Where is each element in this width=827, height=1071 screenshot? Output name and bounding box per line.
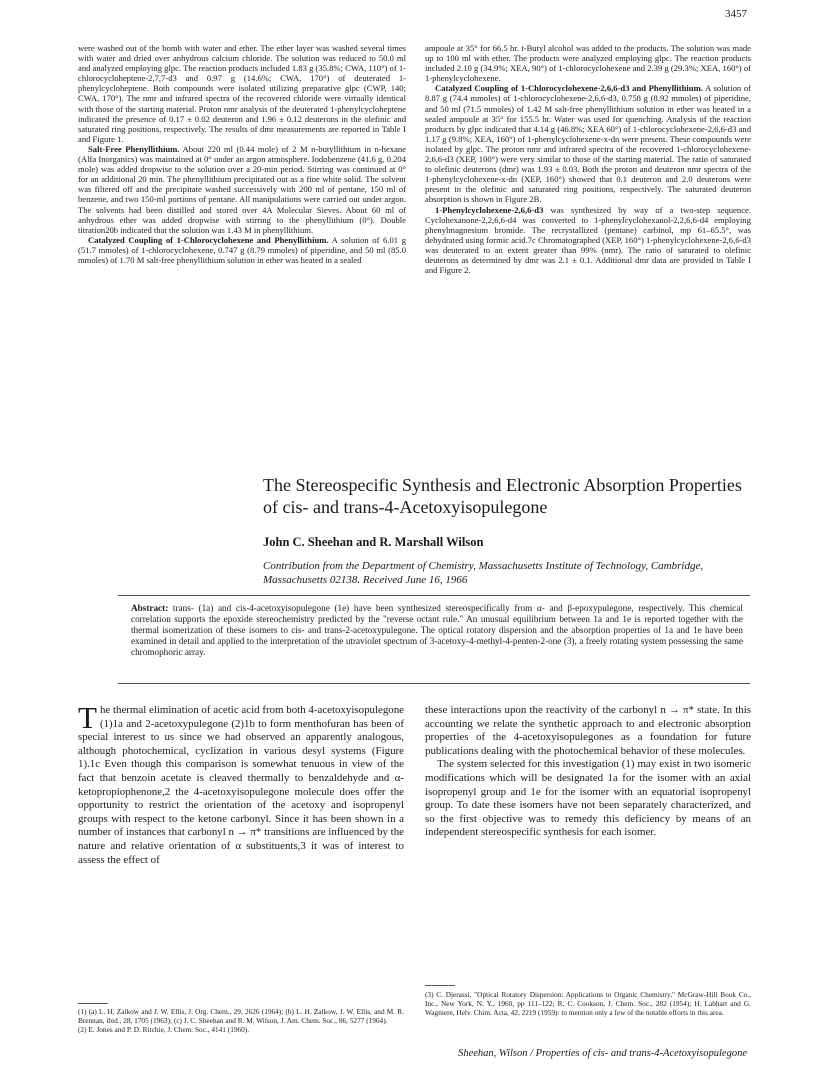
experimental-paragraph xyxy=(425,83,751,204)
footnote: (3) C. Djerassi, "Optical Rotatory Dispersion: Applications to Organic Chemistry," McGraw-Hill Book Co., Inc., New York, N. Y., 1960, pp 111–122; R. C. Cookson, J. Chem. Soc., 282 (1954); H. Labhart and G. Wagniere, Helv. Chim. Acta, 42, 2219 (1959): to mention only a few of the notable efforts in this area. xyxy=(425,990,751,1017)
article-title: The Stereospecific Synthesis and Electronic Absorption Properties of cis- and trans-4-Acetoxyisopulegone xyxy=(263,475,742,517)
paragraph-text: was synthesized by way of a two-step sequence. Cyclohexanone-2,2,6,6-d4 was converted to 1-phenylcyclohexanol-2,2,6,6-d4 employing phenylmagnesium bromide. The recrystallized (pentane) carbinol, mp 61–65.5°, was dehydrated using formic acid.7c Chromatographed (XEP, 160°) 1-phenylcyclohexene-2,6,6-d3 was deuterated to an extent greater than 99% (nmr). The ratio of saturated to olefinic deuterons as determined by dmr was 2.1 ± 0.1. Additional dmr data are provided in Table I and Figure 2. xyxy=(425,204,751,276)
section-heading: Catalyzed Coupling of 1-Chlorocyclohexene-2,6,6-d3 and Phenyllithium. xyxy=(435,83,703,94)
footnote-divider xyxy=(425,985,455,986)
experimental-paragraph xyxy=(78,144,406,235)
top-left-column xyxy=(78,43,406,265)
section-heading: 1-Phenylcyclohexene-2,6,6-d3 xyxy=(435,204,544,215)
abstract-top-rule xyxy=(118,595,750,596)
body-paragraph: these interactions upon the reactivity of the carbonyl n → π* state. In this accounting we relate the synthetic approach to and electronic absorption properties of the 4-acetoxyisopulegones as a foundation for future publications dealing with the photochemical behavior of these molecules. xyxy=(425,704,751,757)
experimental-paragraph xyxy=(425,205,751,276)
top-right-column xyxy=(425,43,751,275)
paragraph-text: A solution of 8.87 g (74.4 mmoles) of 1-chlorocyclohexene-2,6,6-d3, 0.758 g (8.92 mmoles) of piperidine, and 50 ml (71.5 mmoles) of 1.42 M salt-free phenyllithium solution in ether was heated in a sealed ampoule at 35° for 155.5 hr. Water was used for quenching. Analysis of the reaction products by glpc indicated that 4.14 g (46.8%; XEA 60°) of 1-chlorocyclohexene-2,6,6-d3 and 1.17 g (9.8%; XEA, 160°) of 1-phenylcyclohexene-x-dn were present. These compounds were isolated by glpc. The proton nmr and infrared spectra of the recovered 1-chlorocyclohexene-2,6,6-d3 (XEP, 100°) were very similar to those of the starting material. The ratio of saturated to olefinic deuterons (dmr) was 1.93 ± 0.03. Both the proton and deuteron nmr spectra of the 1-phenylcyclohexene-x-dn (XEP, 160°) showed that 0.1 deuteron and 2.0 deuterons were present in the olefinic and saturated ring positions, respectively. The saturated deuteron absorption is shown in Figure 2B. xyxy=(425,83,751,205)
footnote-divider xyxy=(78,1003,108,1004)
paragraph-text: he thermal elimination of acetic acid from both 4-acetoxyisopulegone (1)1a and 2-acetoxypulegone (2)1b to form menthofuran has been of special interest to us since we had observed an apparently analogous, although photochemical, cyclization in various desyl systems (Figure 1).1c Even though this comparison is somewhat tenuous in view of the fact that benzoin acetate is cleaved thermally to benzaldehyde and α-ketopropiophenone,2 the 4-acetoxyisopulegone molecule does offer the opportunity to restrict the orientation of the acetoxy and isopropenyl groups with respect to the ketone carbonyl. Since it has been shown in a number of instances that carbonyl n → π* transitions are influenced by the nature and relative orientation of α substituents,3 it was of interest to assess the effect of xyxy=(78,704,404,866)
page-number: 3457 xyxy=(725,8,747,20)
experimental-paragraph xyxy=(78,235,406,265)
drop-cap: T xyxy=(78,700,97,735)
body-left-column xyxy=(78,700,404,867)
author-affiliation: Contribution from the Department of Chemistry, Massachusetts Institute of Technology, Cambridge, Massachusetts 02138. Received June 16, 1966 xyxy=(263,560,704,586)
abstract-text: trans- (1a) and cis-4-acetoxyisopulegone (1e) have been synthesized stereospecifically from α- and β-epoxypulegone, respectively. This chemical correlation supports the epoxide stereochemistry predicted by the "reverse octant rule." An unusual equilibrium between 1a and 1e is reported together with the thermal isomerization of these isomers to cis- and trans-2-acetoxypulegone. The optical rotatory dispersion and the absorption properties of 1a and 1e have been examined in detail and applied to the interpretation of the utraviolet spectrum of 3-acetoxy-4-methyl-4-penten-2-one (3), a freely rotating system possessing the same chromophoric array. xyxy=(131,603,743,657)
abstract xyxy=(131,603,743,658)
paragraph-text: A solution of 6.01 g (51.7 mmoles) of 1-chlorocyclohexene, 0.747 g (8.79 mmoles) of piperidine, and 50 ml (85.0 mmoles) of 1.70 M salt-free phenyllithium solution in ether was heated in a sealed xyxy=(78,234,406,265)
body-right-column xyxy=(425,704,751,840)
abstract-label: Abstract: xyxy=(131,603,169,613)
abstract-bottom-rule xyxy=(118,683,750,684)
footnotes-left xyxy=(78,1007,404,1034)
experimental-paragraph: ampoule at 35° for 66.5 hr. t-Butyl alcohol was added to the products. The solution was made up to 100 ml with ether. The products were analyzed employing glpc. The reaction products included 2.10 g (34.9%; XEA, 90°) of 1-chlorocyclohexene and 2.39 g (29.3%; XEA, 160°) of 1-phenylcyclohexene. xyxy=(425,43,751,84)
section-heading: Salt-Free Phenyllithium. xyxy=(88,143,180,154)
article-title-block xyxy=(263,474,753,518)
article-authors: John C. Sheehan and R. Marshall Wilson xyxy=(263,535,484,549)
body-paragraph: The system selected for this investigation (1) may exist in two isomeric modifications which will be designated 1a for the isomer with an axial isopropenyl group and 1e for the isomer with an equatorial isopropenyl group. To date these isomers have not been separately characterized, and so the first objective was to remedy this deficiency by means of an independent stereospecific synthesis for each isomer. xyxy=(425,758,751,839)
footnotes-right xyxy=(425,990,751,1017)
experimental-paragraph: were washed out of the bomb with water and ether. The ether layer was washed several times with water and dried over anhydrous calcium chloride. The solution was reduced to 50.0 ml and analyzed employing glpc. The reaction products included 1.83 g (35.8%; CWA, 110°) of 1-chlorocycloheptene-2,7,7-d3 and 0.97 g (14.6%; CWA, 170°) of deuterated 1-phenylcycloheptene. Both compounds were isolated utilizing preparative glpc (CWP, 140; CWA, 170°). The nmr and infrared spectra of the recovered chloride were virtually identical with those of the starting material. Proton nmr analysis of the deuterated 1-phenylcycloheptene indicated the presence of 0.17 ± 0.02 deuteron and 1.96 ± 0.12 deuterons in the olefinic and saturated ring positions, respectively. The results of dmr measurements are reported in Table I and Figure 1. xyxy=(78,43,407,144)
paragraph-text: About 220 ml (0.44 mole) of 2 M n-butyllithium in n-hexane (Alfa Inorganics) was maintained at 0° under an argon atmosphere. Iodobenzene (41.6 g, 0.204 mole) was added dropwise to the solution over a 20-min period. Stirring was continued at 0° for an additional 20 min. The phenyllithium precipitated out as a fine white solid. The solvent was filtered off and the precipitate washed successively with 200 ml of pentane, 150 ml of benzene, and two 150-ml portions of pentane. All manipulations were carried out under argon. The solvents had been distilled and stored over 4A Molecular Sieves. About 60 ml of anhydrous ether was added dropwise with stirring to the phenyllithium (0°). Double titration20b indicated that the solution was 1.43 M in phenyllithium. xyxy=(78,143,406,235)
running-footer: Sheehan, Wilson / Properties of cis- and trans-4-Acetoxyisopulegone xyxy=(458,1048,747,1059)
footnote: (2) E. Jones and P. D. Ritchie, J. Chem. Soc., 4141 (1960). xyxy=(78,1025,250,1034)
intro-paragraph xyxy=(78,700,404,867)
section-heading: Catalyzed Coupling of 1-Chlorocyclohexene and Phenyllithium. xyxy=(88,234,329,245)
footnote: (1) (a) L. H. Zalkow and J. W. Ellis, J. Org. Chem., 29, 2626 (1964); (b) L. H. Zalkow, J. W. Ellis, and M. R. Brennan, ibid., 28, 1705 (1963); (c) J. C. Sheehan and R. M. Wilson, J. Am. Chem. Soc., 86, 5277 (1964). xyxy=(78,1007,404,1025)
